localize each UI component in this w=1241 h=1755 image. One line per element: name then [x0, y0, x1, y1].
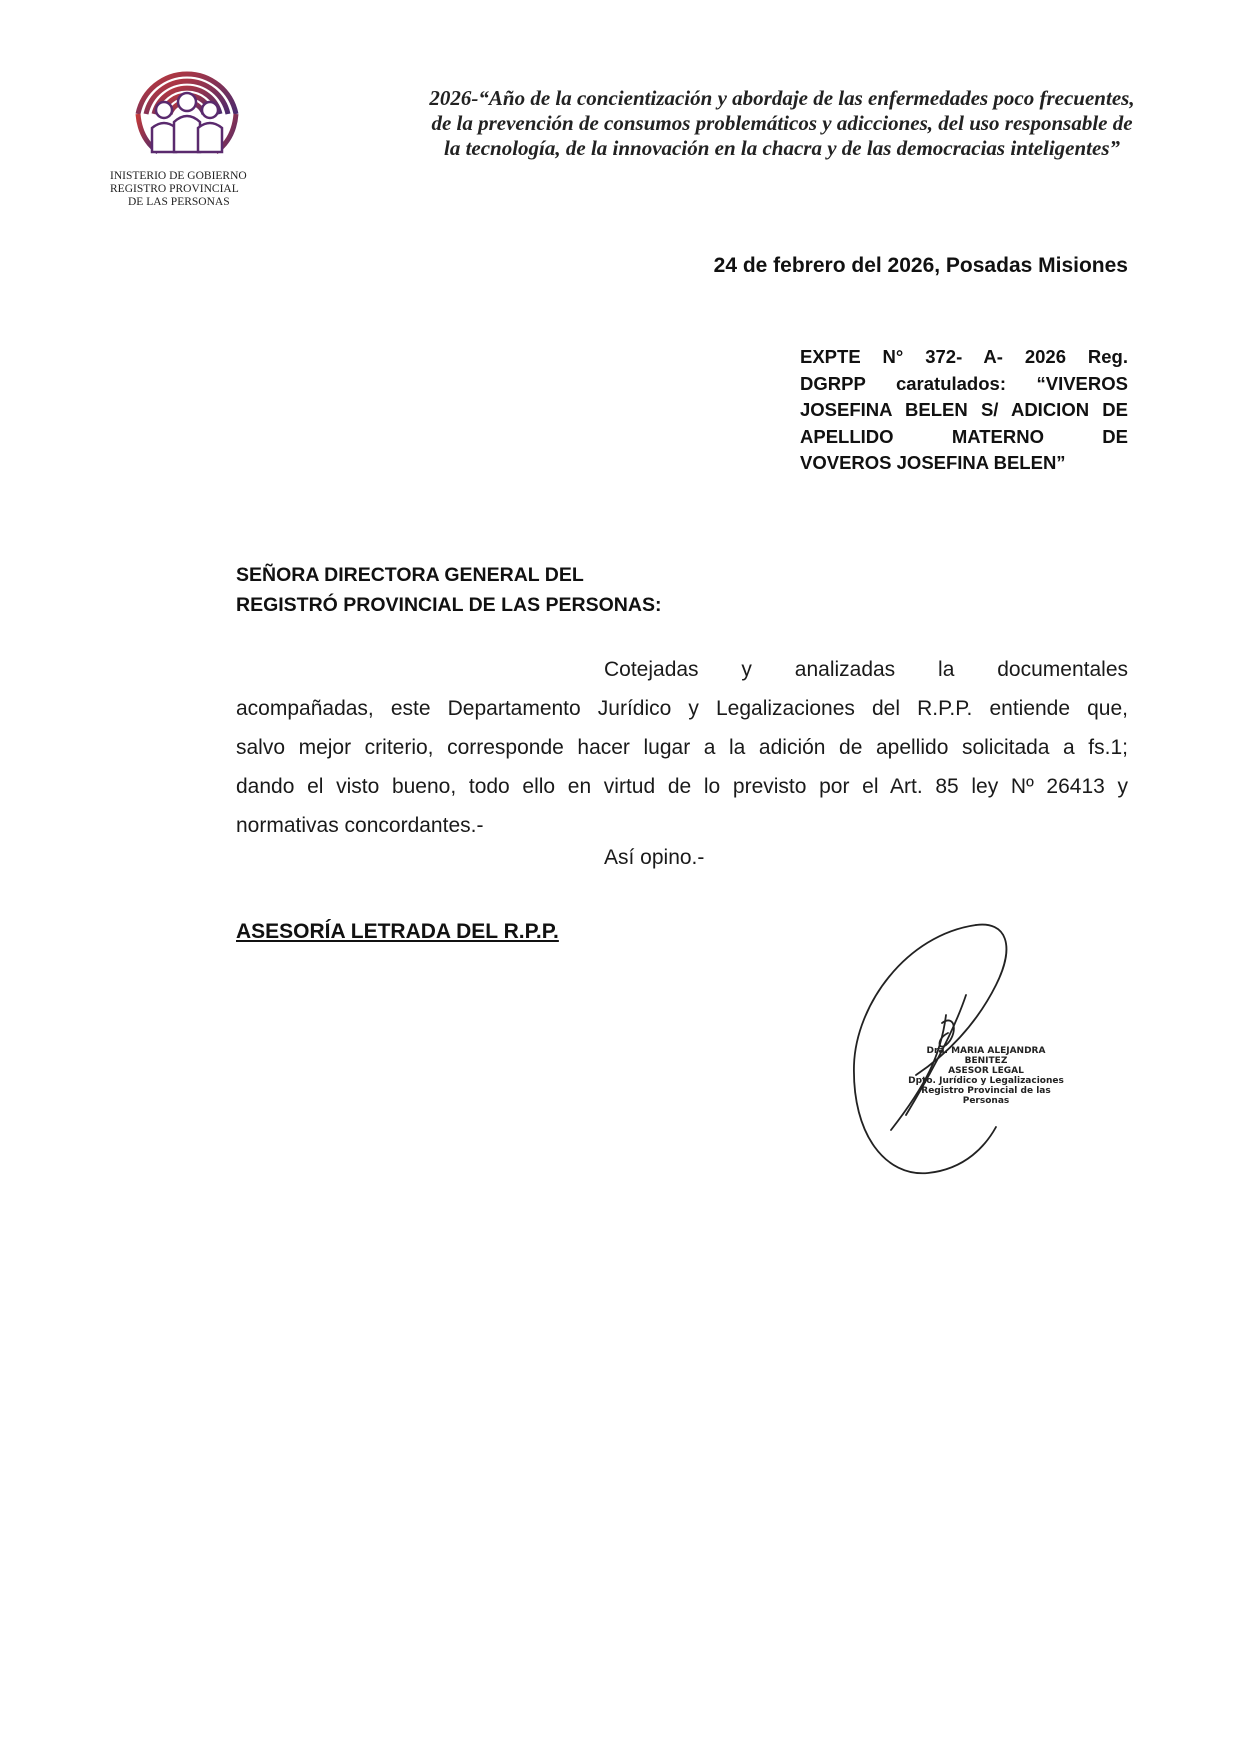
body-line-3: salvo mejor criterio, corresponde hacer lugar a la adición de apellido solicitada a fs.1;: [236, 736, 1128, 759]
motto-line-1: 2026-“Año de la concientización y abordaje de las enfermedades poco frecuentes,: [429, 86, 1135, 110]
stamp-line-1: Dra. MARIA ALEJANDRA BENITEZ: [926, 1046, 1046, 1066]
stamp-line-4: Registro Provincial de las Personas: [921, 1086, 1051, 1106]
ministry-line-1: INISTERIO DE GOBIERNO: [110, 170, 247, 182]
body-line-5: normativas concordantes.-: [236, 814, 484, 837]
addressee: [236, 560, 661, 620]
expediente-reference: [800, 344, 1128, 477]
signature-stamp: [906, 1046, 1066, 1106]
ministry-name: [110, 170, 280, 209]
closing-phrase: Así opino.-: [604, 846, 705, 869]
expediente-line-5: VOVEROS JOSEFINA BELEN”: [800, 452, 1066, 473]
year-motto: [382, 86, 1182, 161]
expediente-line-2: DGRPP caratulados: “VIVEROS: [800, 372, 1128, 394]
expediente-line-4: APELLIDO MATERNO DE: [800, 425, 1128, 447]
body-line-1: Cotejadas y analizadas la documentales: [604, 658, 1128, 681]
motto-line-3: la tecnología, de la innovación en la chacra y de las democracias inteligentes”: [443, 136, 1121, 160]
addressee-line-1: SEÑORA DIRECTORA GENERAL DEL: [236, 564, 584, 586]
motto-line-2: de la prevención de consumos problemáticos y adicciones, del uso responsable de: [431, 111, 1133, 135]
opinion-body: [236, 650, 1128, 845]
expediente-line-3: JOSEFINA BELEN S/ ADICION DE: [800, 399, 1128, 420]
expediente-line-1: EXPTE N° 372- A- 2026 Reg.: [800, 346, 1128, 367]
date-line: 24 de febrero del 2026, Posadas Misiones: [713, 254, 1128, 277]
body-line-4: dando el visto bueno, todo ello en virtud de lo previsto por el Art. 85 ley Nº 26413 y: [236, 775, 1128, 798]
stamp-line-2: ASESOR LEGAL: [948, 1066, 1024, 1076]
body-line-2: acompañadas, este Departamento Jurídico y Legalizaciones del R.P.P. entiende que,: [236, 697, 1128, 720]
office-title: ASESORÍA LETRADA DEL R.P.P.: [236, 920, 559, 943]
ministry-line-3: DE LAS PERSONAS: [128, 196, 230, 208]
ministry-line-2: REGISTRO PROVINCIAL: [110, 183, 239, 195]
stamp-line-3: Dpto. Jurídico y Legalizaciones: [908, 1076, 1064, 1086]
addressee-line-2: REGISTRÓ PROVINCIAL DE LAS PERSONAS:: [236, 594, 662, 616]
registro-logo-icon: [128, 44, 246, 160]
